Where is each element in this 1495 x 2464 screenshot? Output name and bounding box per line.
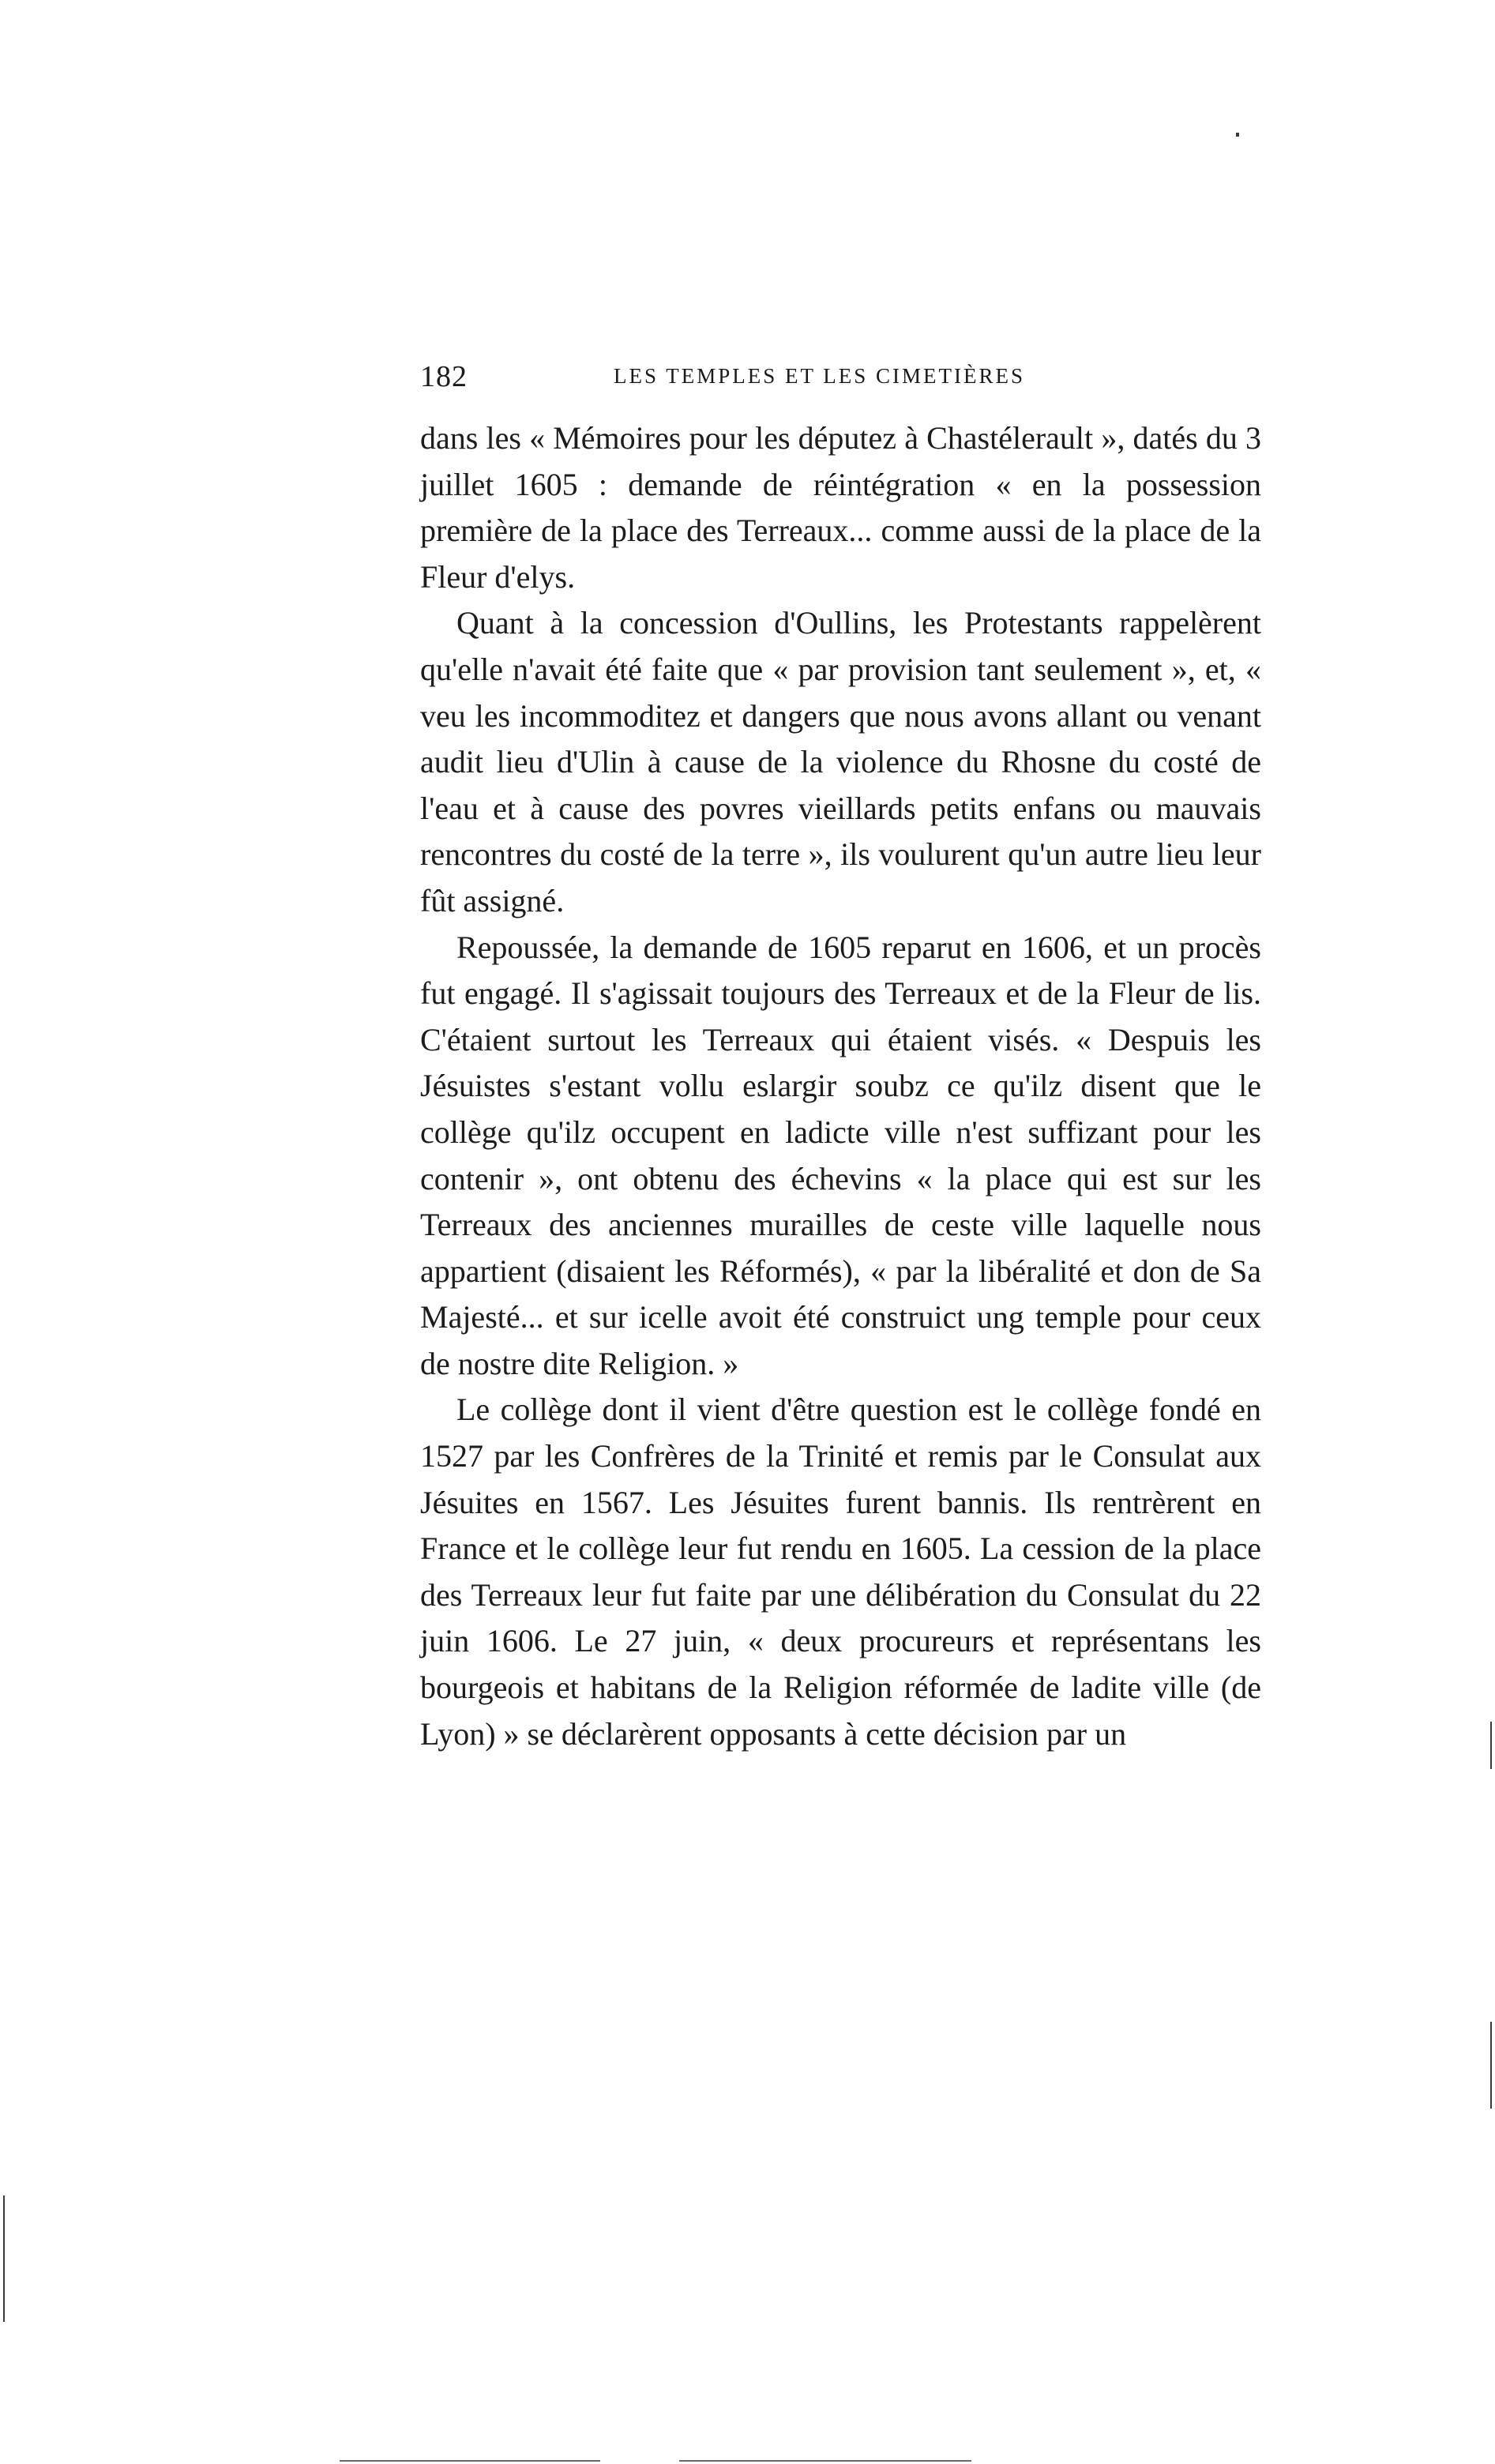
paragraph-3: Repoussée, la demande de 1605 reparut en 1606, et un procès fut engagé. Il s'agissait toujours des Terreaux et de la Fleur de lis. C'étaient surtout les Terreaux qui étaient visés. « Despuis les Jésuistes s'estant vollu eslargir soubz ce qu'ilz disent que le collège qu'ilz occupent en ladicte ville n'est suffizant pour les contenir », ont obtenu des échevins « la place qui est sur les Terreaux des anciennes murailles de ceste ville laquelle nous appartient (disaient les Réformés), « par la libéralité et don de Sa Majesté... et sur icelle avoit été construict ung temple pour ceux de nostre dite Religion. »	[420, 929, 1261, 1381]
paragraph-2: Quant à la concession d'Oullins, les Protestants rappelèrent qu'elle n'avait été faite que « par provision tant seulement », et, « veu les incommoditez et dangers que nous avons allant ou venant audit lieu d'Ulin à cause de la violence du Rhosne du costé de l'eau et à cause des povres vieillards petits enfans ou mauvais rencontres du costé de la terre », ils voulurent qu'un autre lieu leur fût assigné.	[420, 605, 1261, 918]
scan-dot	[1236, 133, 1239, 137]
paragraph-1: dans les « Mémoires pour les députez à Chastélerault », datés du 3 juillet 1605 : demande de réintégration « en la possession première de la place des Terreaux... comme aussi de la place de la Fleur d'elys.	[420, 420, 1261, 595]
scan-edge-mark	[1490, 1722, 1492, 1769]
scan-bottom-line	[340, 2460, 600, 2462]
page-number: 182	[420, 360, 468, 393]
paragraph-4: Le collège dont il vient d'être question est le collège fondé en 1527 par les Confrères de la Trinité et remis par le Consulat aux Jésuites en 1567. Les Jésuites furent bannis. Ils rentrèrent en France et le collège leur fut rendu en 1605. La cession de la place des Terreaux leur fut faite par une délibération du Consulat du 22 juin 1606. Le 27 juin, « deux procureurs et représentans les bourgeois et habitans de la Religion réformée de ladite ville (de Lyon) » se déclarèrent opposants à cette décision par un	[420, 1392, 1261, 1752]
scan-edge-mark	[1490, 2022, 1492, 2109]
running-head: LES TEMPLES ET LES CIMETIÈRES	[614, 364, 1026, 388]
scan-bottom-line	[679, 2460, 971, 2462]
scan-edge-mark	[3, 2195, 5, 2322]
body-text	[420, 415, 1261, 1757]
page-header	[420, 359, 1261, 399]
